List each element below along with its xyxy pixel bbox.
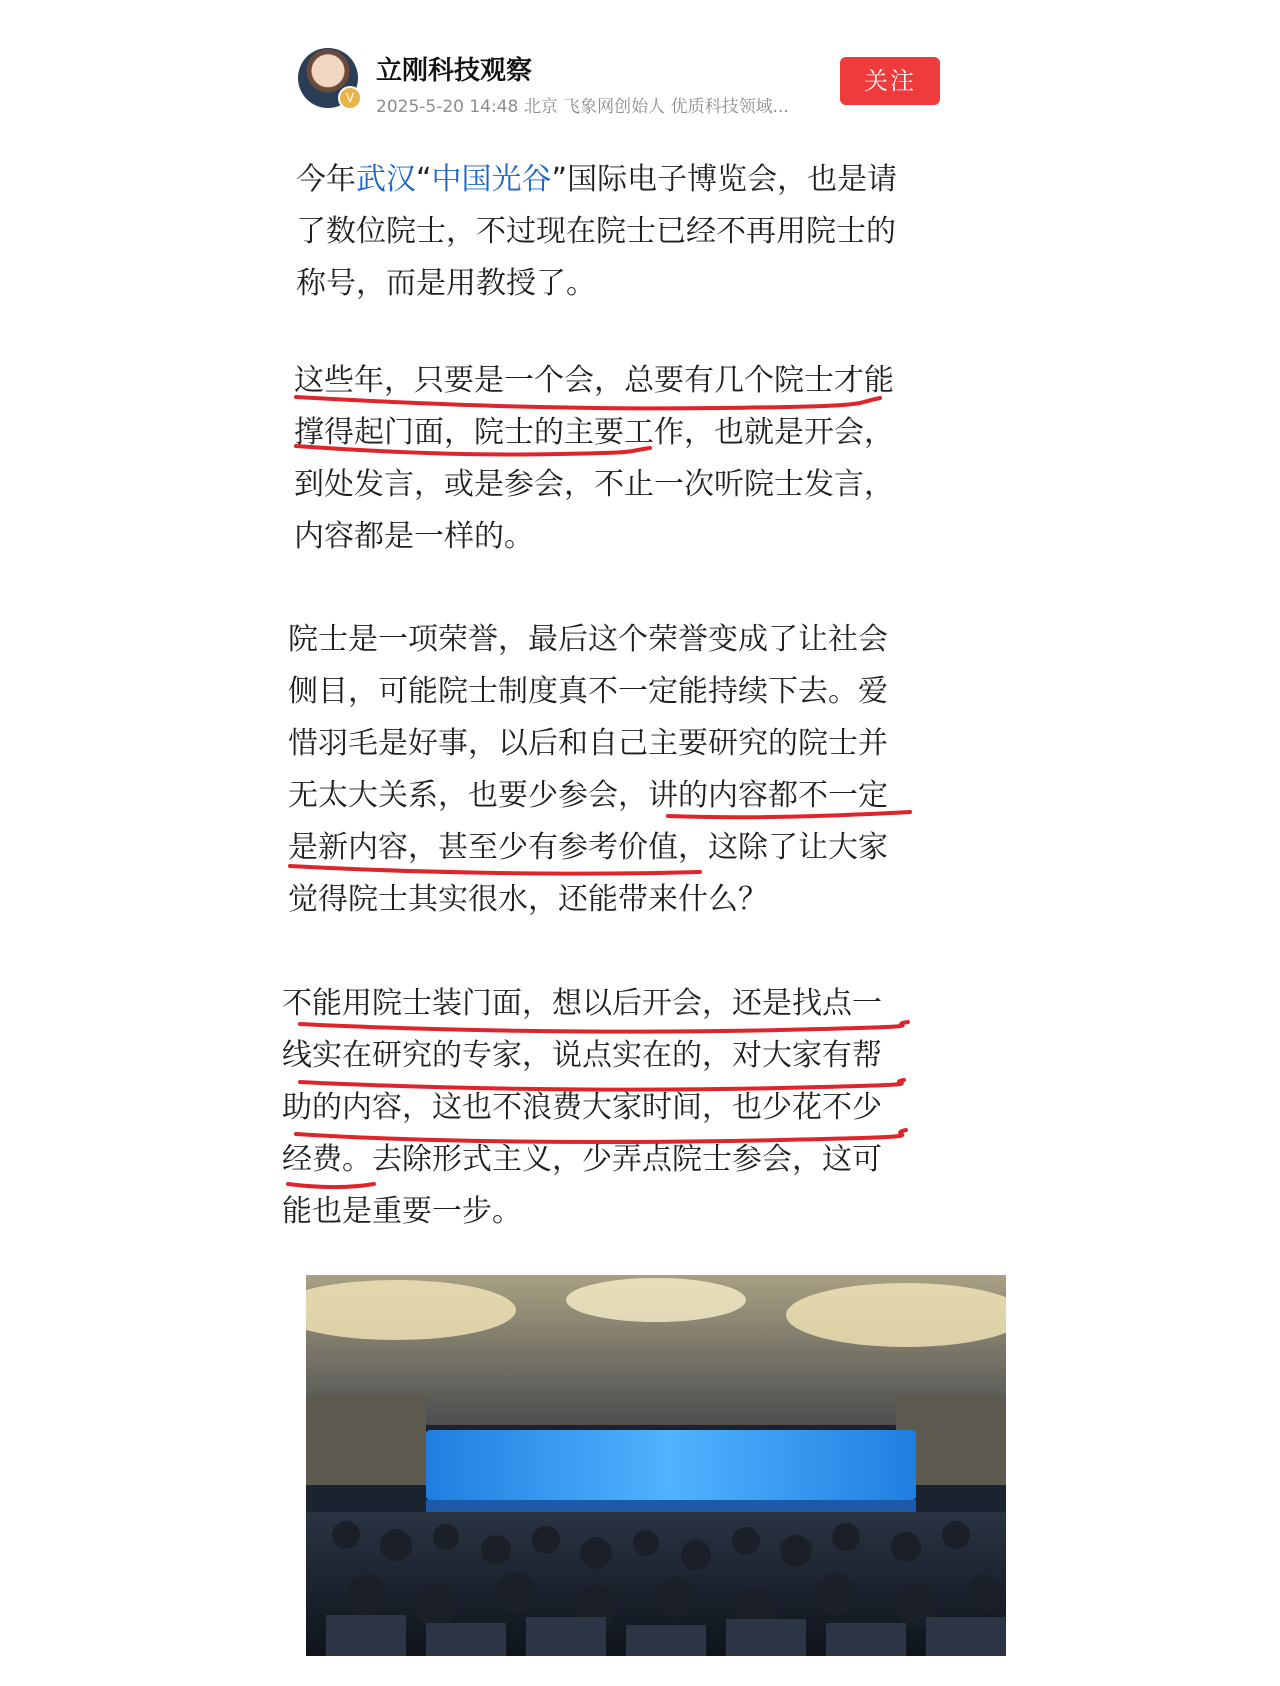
author-name[interactable]: 立刚科技观察 (376, 56, 533, 86)
text-line: 助的内容，这也不浪费大家时间，也少花不少 (282, 1090, 882, 1125)
article-paragraph-3 (288, 614, 908, 926)
conference-photo[interactable] (306, 1275, 1006, 1656)
text-line (296, 154, 916, 206)
text-fragment: 今年 (296, 162, 356, 197)
text-line: 了数位院士，不过现在院士已经不再用院士的 (296, 214, 896, 249)
verified-badge-icon: V (338, 86, 362, 110)
text-line: 到处发言，或是参会，不止一次听院士发言， (294, 467, 894, 502)
text-line: 线实在研究的专家，说点实在的，对大家有帮 (282, 1038, 882, 1073)
text-line: 称号，而是用教授了。 (296, 266, 596, 301)
ceiling-light (566, 1278, 746, 1322)
text-line: 惜羽毛是好事，以后和自己主要研究的院士并 (288, 726, 888, 761)
text-line: 无太大关系，也要少参会，讲的内容都不一定 (288, 778, 888, 813)
link-wuhan[interactable]: 武汉 (356, 162, 416, 197)
text-line: 这些年，只要是一个会，总要有几个院士才能 (294, 363, 894, 398)
text-line: 撑得起门面，院士的主要工作，也就是开会， (294, 415, 894, 450)
side-wall-left (306, 1395, 426, 1485)
text-line: 能也是重要一步。 (282, 1194, 522, 1229)
post-header (298, 46, 948, 116)
link-china-optics-valley[interactable]: 中国光谷 (431, 162, 552, 197)
article-paragraph-1 (296, 154, 916, 310)
text-line: 内容都是一样的。 (294, 519, 534, 554)
stage-screen (426, 1430, 916, 1500)
text-line: 院士是一项荣誉，最后这个荣誉变成了让社会 (288, 622, 888, 657)
article-paragraph-2 (294, 355, 914, 563)
stage-screen-bottom (426, 1500, 916, 1512)
author-avatar[interactable] (298, 48, 358, 108)
text-line: 是新内容，甚至少有参考价值，这除了让大家 (288, 830, 888, 865)
text-fragment: ”国际电子博览会，也是请 (551, 162, 898, 197)
text-line: 经费。去除形式主义，少弄点院士参会，这可 (282, 1142, 882, 1177)
follow-button[interactable]: 关注 (840, 57, 940, 105)
article-paragraph-4 (282, 978, 902, 1238)
text-line: 侧目，可能院士制度真不一定能持续下去。爱 (288, 674, 888, 709)
text-line: 觉得院士其实很水，还能带来什么？ (288, 882, 768, 917)
text-fragment: “ (416, 162, 432, 197)
post-meta: 2025-5-20 14:48 北京 飞象网创始人 优质科技领域... (376, 97, 789, 117)
text-line: 不能用院士装门面，想以后开会，还是找点一 (282, 986, 882, 1021)
